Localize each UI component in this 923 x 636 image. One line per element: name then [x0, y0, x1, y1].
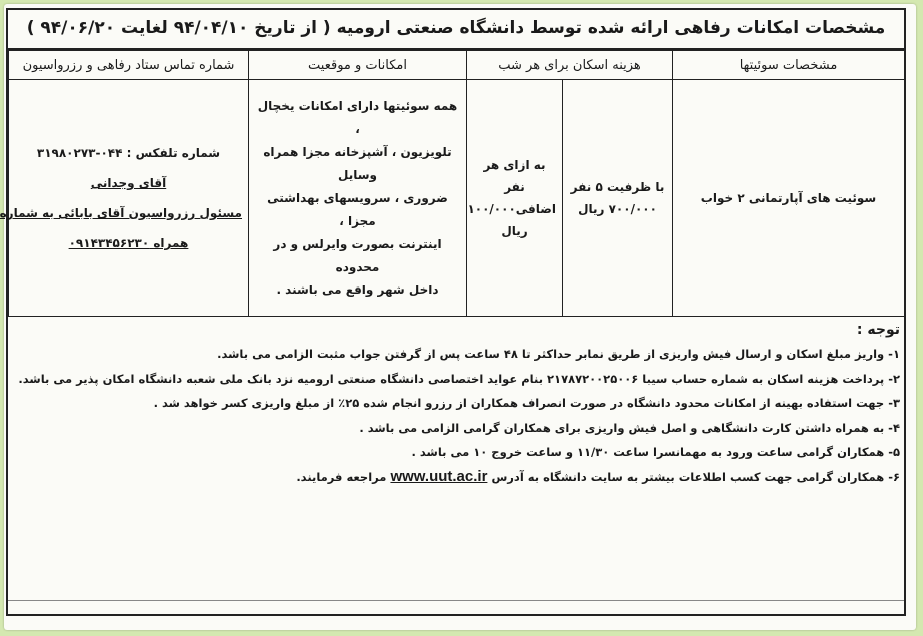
- header-facilities: امکانات و موقعیت: [249, 51, 467, 80]
- note-item: [14, 465, 900, 490]
- bottom-divider: [8, 600, 904, 601]
- table-header-row: [9, 51, 905, 80]
- header-cost: هزینه اسکان برای هر شب: [467, 51, 673, 80]
- note-item-suffix: مراجعه فرمایند.: [296, 469, 387, 484]
- capacity-price: ۷۰۰/۰۰۰ ریال: [578, 202, 657, 216]
- note-item-text: ۶- همکاران گرامی جهت کسب اطلاعات بیشتر به سایت دانشگاه به آدرس: [491, 469, 900, 484]
- facility-line: تلویزیون ، آشپزخانه مجزا همراه وسایل: [263, 144, 452, 182]
- extra-person-cost-cell: [467, 80, 563, 317]
- facilities-cell: [249, 80, 467, 317]
- contact-phone: شماره تلفکس : ۰۴۴-۳۱۹۸۰۲۷۳: [36, 146, 221, 160]
- extra-line-1: به ازای هر نفر: [483, 158, 546, 194]
- note-item: ۱- واریز مبلغ اسکان و ارسال فیش واریزی از طریق نمابر حداکثر تا ۴۸ ساعت پس از گرفتن جواب مثبت الزامی می باشد.: [217, 347, 900, 361]
- extra-line-3: ریال: [501, 224, 528, 238]
- table-row: [9, 80, 905, 317]
- contact-reservation: مسئول رزرواسیون آقای بابائی به شماره: [0, 206, 242, 220]
- note-item: ۴- به همراه داشتن کارت دانشگاهی و اصل فیش واریزی برای همکاران گرامی الزامی می باشد .: [359, 420, 900, 435]
- note-item: ۵- همکاران گرامی ساعت ورود به مهمانسرا ساعت ۱۱/۳۰ و ساعت خروج ۱۰ می باشد .: [411, 445, 900, 459]
- facility-line: داخل شهر واقع می باشند .: [276, 282, 439, 297]
- notes-heading: توجه :: [856, 322, 900, 338]
- capacity-line: با ظرفیت ۵ نفر: [570, 180, 665, 194]
- notes-section: [14, 322, 900, 489]
- capacity-cost-cell: [563, 80, 673, 317]
- contact-cell: [0, 80, 249, 317]
- contact-name: آقای وجدانی: [90, 176, 167, 190]
- note-item: ۳- جهت استفاده بهینه از امکانات محدود دانشگاه در صورت انصراف همکاران از رزرو انجام شده ۲۵٪ از مبلغ واریزی کسر خواهد شد .: [153, 396, 900, 410]
- university-website-link[interactable]: www.uut.ac.ir: [390, 467, 488, 485]
- facility-line: اینترنت بصورت وایرلس و در محدوده: [273, 236, 442, 274]
- document-title: مشخصات امکانات رفاهی ارائه شده توسط دانشگاه صنعتی ارومیه ( از تاریخ ۹۴/۰۴/۱۰ لغایت ۹۴/۰۶/۲۰ ): [8, 8, 904, 50]
- header-suites: مشخصات سوئیتها: [673, 51, 905, 80]
- header-contact: شماره تماس ستاد رفاهی و رزرواسیون: [9, 51, 249, 80]
- extra-line-2: اضافی۱۰۰/۰۰۰: [467, 202, 556, 216]
- suite-type-cell: سوئیت های آپارتمانی ۲ خواب: [673, 80, 905, 317]
- note-item: ۲- پرداخت هزینه اسکان به شماره حساب سیبا ۲۱۷۸۷۲۰۰۲۵۰۰۶ بنام عواید اختصاصی دانشگاه صنعتی ارومیه نزد بانک ملی شعبه دانشگاه امکان پذیر می باشد.: [18, 371, 900, 386]
- facility-line: همه سوئیتها دارای امکانات یخچال ،: [257, 98, 458, 136]
- contact-mobile: همراه ۰۹۱۴۳۴۵۶۲۳۰: [68, 236, 189, 250]
- facilities-table: [0, 50, 905, 317]
- facility-line: ضروری ، سرویسهای بهداشتی مجزا ،: [267, 190, 448, 228]
